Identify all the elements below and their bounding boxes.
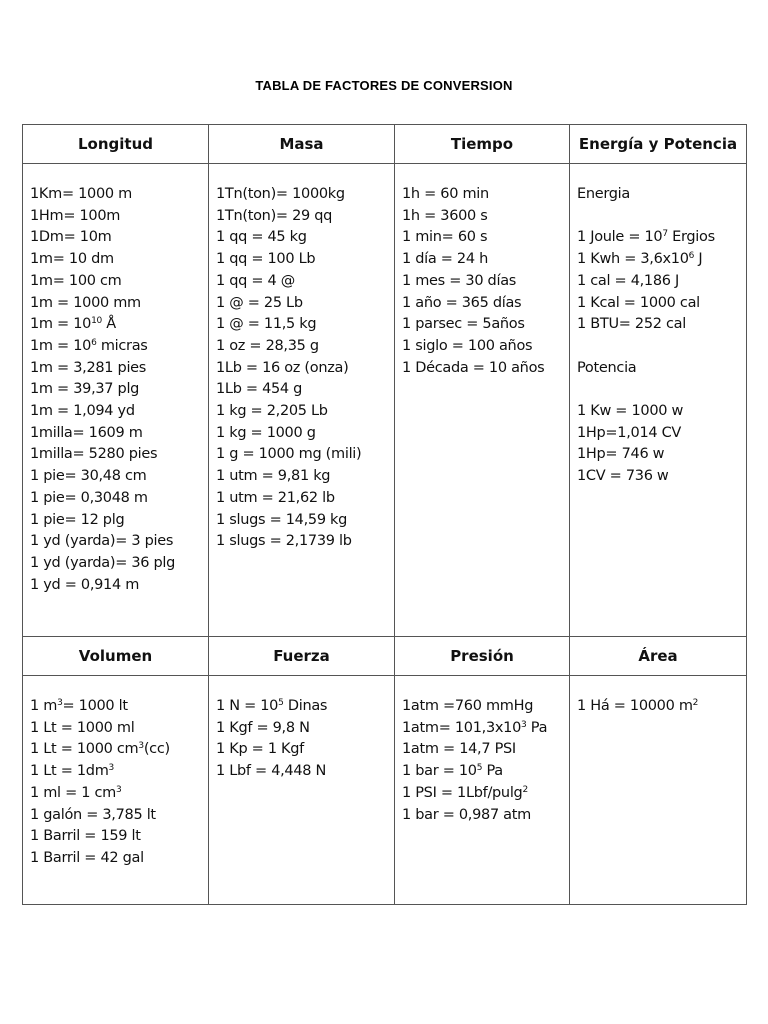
conversion-line (216, 249, 390, 271)
cell-longitud (23, 164, 209, 637)
conversion-line (216, 696, 390, 718)
conversion-line (577, 358, 742, 380)
line-text: 1Hp= 746 w (577, 446, 665, 463)
conversion-line (30, 379, 204, 401)
conversion-table (22, 124, 747, 905)
conversion-line (30, 293, 204, 315)
body-row-2 (23, 676, 747, 905)
line-exponent: 5 (476, 763, 483, 774)
line-text: 1 Lt = 1000 ml (30, 719, 135, 736)
line-exponent: 2 (692, 698, 699, 709)
header-tiempo: Tiempo (395, 125, 570, 164)
conversion-line (216, 761, 390, 783)
spacer (577, 379, 742, 401)
line-text: 1atm= 101,3x10 (402, 719, 522, 736)
conversion-line (402, 761, 565, 783)
line-text: 1 slugs = 2,1739 lb (216, 533, 352, 550)
header-longitud: Longitud (23, 125, 209, 164)
conversion-line (216, 293, 390, 315)
line-text: 1 yd (yarda)= 3 pies (30, 533, 174, 550)
conversion-line (30, 314, 204, 336)
conversion-line (30, 761, 204, 783)
conversion-line (577, 271, 742, 293)
line-exponent: 7 (662, 229, 668, 240)
line-text: 1m = 10 (30, 316, 92, 333)
cell-tiempo (395, 164, 570, 637)
conversion-line (577, 444, 742, 466)
conversion-line (402, 739, 565, 761)
line-text: 1 Lbf = 4,448 N (216, 763, 327, 780)
line-text-suffix: Å (101, 316, 116, 333)
header-energia-potencia: Energía y Potencia (570, 125, 747, 164)
line-exponent: 3 (57, 698, 63, 709)
line-text: 1 pie= 30,48 cm (30, 468, 147, 485)
conversion-line (216, 531, 390, 553)
line-text-suffix: Dinas (283, 698, 328, 714)
body-row-1 (23, 164, 747, 637)
conversion-line (30, 848, 204, 870)
line-text: 1m= 100 cm (30, 272, 122, 289)
line-text: 1 PSI = 1Lbf/pulg (402, 784, 523, 801)
line-text-suffix: (cc) (143, 741, 170, 758)
line-text: 1milla= 1609 m (30, 424, 143, 441)
line-text: 1m = 39,37 plg (30, 381, 140, 398)
conversion-line (30, 206, 204, 228)
line-text: 1 galón = 3,785 lt (30, 806, 156, 823)
line-text: 1Dm= 10m (30, 229, 112, 246)
conversion-line (402, 293, 565, 315)
conversion-line (216, 466, 390, 488)
line-text: 1 Kw = 1000 w (577, 402, 684, 419)
conversion-line (216, 271, 390, 293)
line-text: 1 @ = 11,5 kg (216, 316, 317, 333)
line-text: 1 Barril = 159 lt (30, 828, 141, 845)
line-text: 1 pie= 0,3048 m (30, 489, 148, 506)
conversion-line (577, 314, 742, 336)
line-text-suffix: Pa (482, 763, 503, 780)
line-text: 1 bar = 0,987 atm (402, 806, 531, 823)
conversion-line (577, 466, 742, 488)
line-text: 1 siglo = 100 años (402, 337, 533, 354)
line-text: 1 Kwh = 3,6x10 (577, 251, 689, 268)
conversion-line (402, 314, 565, 336)
conversion-line (577, 423, 742, 445)
line-text: 1h = 60 min (402, 186, 489, 202)
line-text: 1 Joule = 10 (577, 229, 663, 246)
line-text: 1h = 3600 s (402, 207, 488, 224)
line-text: 1 utm = 21,62 lb (216, 489, 335, 506)
line-text-suffix: = 1000 lt (62, 698, 128, 714)
line-text: 1Tn(ton)= 1000kg (216, 186, 345, 202)
line-exponent: 10 (91, 316, 102, 327)
header-area: Área (570, 637, 747, 676)
conversion-line (402, 783, 565, 805)
conversion-line (30, 227, 204, 249)
line-text: 1 @ = 25 Lb (216, 294, 303, 311)
conversion-line (216, 401, 390, 423)
line-text: 1 slugs = 14,59 kg (216, 511, 348, 528)
conversion-line (577, 184, 742, 206)
line-text: 1 Lt = 1000 cm (30, 741, 139, 758)
line-exponent: 6 (91, 337, 97, 348)
line-text: 1 día = 24 h (402, 251, 488, 268)
line-text: 1m = 1000 mm (30, 294, 141, 311)
line-text: 1atm = 14,7 PSI (402, 741, 516, 758)
line-text: 1 Barril = 42 gal (30, 849, 144, 866)
conversion-line (577, 696, 742, 718)
conversion-line (402, 184, 565, 206)
cell-presion (395, 676, 570, 905)
line-text: 1 ml = 1 cm (30, 784, 116, 801)
line-exponent: 3 (521, 719, 527, 730)
conversion-line (402, 805, 565, 827)
line-text: 1 qq = 4 @ (216, 272, 295, 289)
conversion-line (30, 249, 204, 271)
conversion-line (216, 314, 390, 336)
line-text: 1 utm = 9,81 kg (216, 468, 331, 485)
conversion-line (30, 696, 204, 718)
line-text: 1 pie= 12 plg (30, 511, 125, 528)
conversion-line (30, 553, 204, 575)
line-text: 1Km= 1000 m (30, 186, 132, 202)
line-text-suffix: Pa (526, 719, 548, 736)
fuerza-list (216, 696, 390, 783)
line-text: 1 Kcal = 1000 cal (577, 294, 700, 311)
conversion-line (216, 488, 390, 510)
conversion-line (402, 336, 565, 358)
header-masa: Masa (209, 125, 395, 164)
line-text: 1m= 10 dm (30, 251, 114, 268)
line-exponent: 3 (108, 763, 114, 774)
line-text: 1 bar = 10 (402, 763, 477, 780)
header-volumen: Volumen (23, 637, 209, 676)
line-text: 1 año = 365 días (402, 294, 522, 311)
conversion-line (402, 249, 565, 271)
line-text: 1Hp=1,014 CV (577, 424, 682, 441)
conversion-line (216, 336, 390, 358)
spacer (577, 336, 742, 358)
line-text-suffix: micras (96, 337, 148, 354)
line-text: Potencia (577, 359, 637, 376)
conversion-line (216, 510, 390, 532)
conversion-line (577, 249, 742, 271)
cell-masa (209, 164, 395, 637)
line-exponent: 3 (138, 741, 144, 752)
conversion-line (30, 718, 204, 740)
conversion-line (30, 826, 204, 848)
cell-fuerza (209, 676, 395, 905)
line-text: 1 kg = 2,205 Lb (216, 403, 328, 420)
conversion-line (402, 271, 565, 293)
line-text: 1 mes = 30 días (402, 272, 517, 289)
spacer (577, 206, 742, 228)
line-text: 1 N = 10 (216, 698, 279, 714)
line-text: 1 parsec = 5años (402, 316, 525, 333)
presion-list (402, 696, 565, 826)
conversion-line (402, 227, 565, 249)
conversion-line (216, 184, 390, 206)
line-text: 1 Lt = 1dm (30, 763, 109, 780)
cell-area (570, 676, 747, 905)
line-text: 1 Década = 10 años (402, 359, 545, 376)
conversion-line (402, 696, 565, 718)
conversion-line (30, 184, 204, 206)
line-text: 1Lb = 454 g (216, 381, 303, 398)
line-text: 1Hm= 100m (30, 207, 121, 224)
line-text: 1 qq = 45 kg (216, 229, 307, 246)
conversion-line (30, 358, 204, 380)
line-text: 1 yd (yarda)= 36 plg (30, 554, 176, 571)
conversion-line (216, 379, 390, 401)
tiempo-list (402, 184, 565, 379)
line-text: 1m = 1,094 yd (30, 403, 135, 420)
conversion-line (216, 718, 390, 740)
line-text: 1Tn(ton)= 29 qq (216, 207, 333, 224)
line-exponent: 2 (522, 784, 528, 795)
conversion-line (30, 466, 204, 488)
line-text: Energia (577, 186, 630, 202)
conversion-line (30, 805, 204, 827)
conversion-line (30, 444, 204, 466)
line-text: 1milla= 5280 pies (30, 446, 158, 463)
conversion-line (216, 423, 390, 445)
conversion-line (402, 358, 565, 380)
conversion-line (30, 488, 204, 510)
cell-energia-potencia (570, 164, 747, 637)
area-list (577, 696, 742, 718)
line-text: 1 oz = 28,35 g (216, 337, 319, 354)
line-text: 1 kg = 1000 g (216, 424, 316, 441)
energia-potencia-list (577, 184, 742, 488)
line-text: 1 yd = 0,914 m (30, 576, 140, 593)
conversion-line (30, 739, 204, 761)
header-row-1 (23, 125, 747, 164)
line-text: 1 g = 1000 mg (mili) (216, 446, 362, 463)
conversion-line (216, 444, 390, 466)
conversion-line (30, 336, 204, 358)
line-exponent: 3 (116, 784, 122, 795)
conversion-line (216, 739, 390, 761)
conversion-line (30, 510, 204, 532)
conversion-line (30, 575, 204, 597)
line-exponent: 5 (278, 698, 284, 709)
line-text: 1atm =760 mmHg (402, 698, 534, 714)
line-text: 1Lb = 16 oz (onza) (216, 359, 349, 376)
line-text: 1 m (30, 698, 58, 714)
masa-list (216, 184, 390, 553)
conversion-line (30, 531, 204, 553)
longitud-list (30, 184, 204, 596)
conversion-line (30, 401, 204, 423)
line-text: 1m = 10 (30, 337, 92, 354)
header-fuerza: Fuerza (209, 637, 395, 676)
line-text: 1 Há = 10000 m (577, 698, 693, 714)
cell-volumen (23, 676, 209, 905)
line-text-suffix: Ergios (667, 229, 715, 246)
volumen-list (30, 696, 204, 870)
line-text: 1 Kp = 1 Kgf (216, 741, 304, 758)
conversion-line (577, 293, 742, 315)
conversion-line (402, 718, 565, 740)
line-exponent: 6 (688, 251, 695, 262)
conversion-line (30, 271, 204, 293)
line-text: 1 Kgf = 9,8 N (216, 719, 310, 736)
header-row-2 (23, 637, 747, 676)
header-presion: Presión (395, 637, 570, 676)
line-text-suffix: J (694, 251, 703, 268)
line-text: 1CV = 736 w (577, 468, 669, 485)
conversion-line (30, 783, 204, 805)
conversion-line (30, 423, 204, 445)
line-text: 1 min= 60 s (402, 229, 488, 246)
conversion-line (577, 227, 742, 249)
conversion-line (216, 227, 390, 249)
line-text: 1 qq = 100 Lb (216, 251, 316, 268)
conversion-line (216, 358, 390, 380)
page-title: TABLA DE FACTORES DE CONVERSION (255, 78, 513, 93)
conversion-line (216, 206, 390, 228)
line-text: 1m = 3,281 pies (30, 359, 147, 376)
line-text: 1 BTU= 252 cal (577, 316, 686, 333)
conversion-line (577, 401, 742, 423)
conversion-line (402, 206, 565, 228)
line-text: 1 cal = 4,186 J (577, 272, 679, 289)
